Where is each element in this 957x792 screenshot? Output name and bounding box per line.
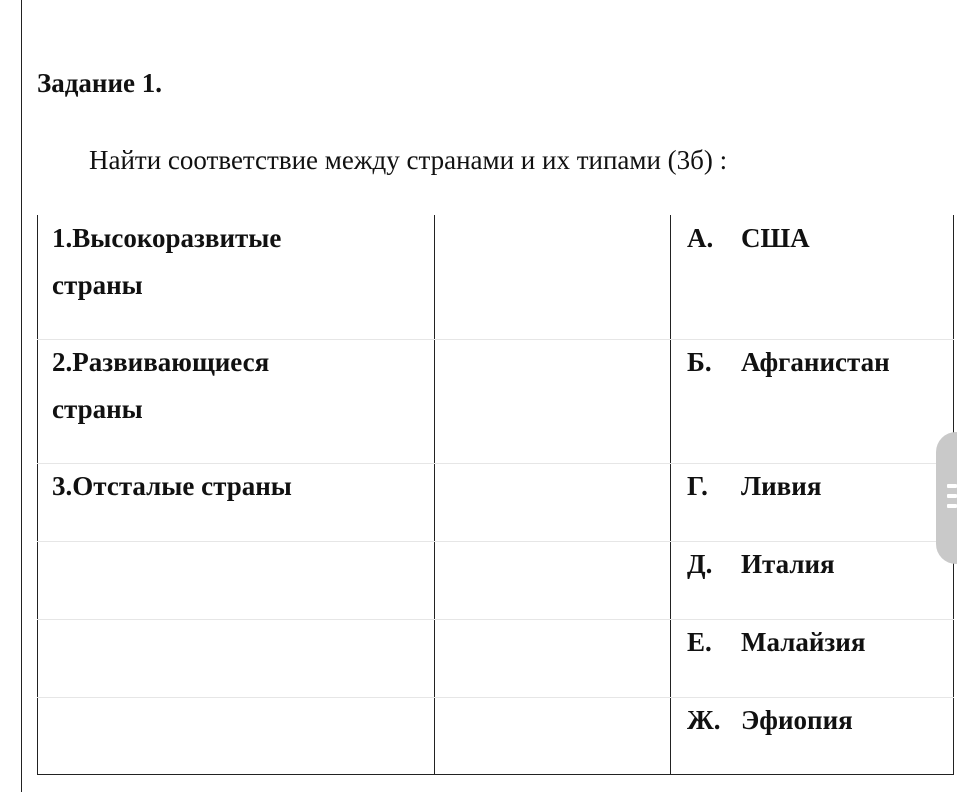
country-option-letter: Г.: [687, 471, 708, 501]
country-option-name: Афганистан: [741, 347, 890, 377]
task-instruction: Найти соответствие между странами и их типами (3б) :: [89, 145, 728, 175]
type-item-2-line1: 2.Развивающиеся: [52, 347, 270, 377]
country-option-a: [687, 215, 810, 262]
matching-table: [37, 215, 954, 775]
country-option-letter: Б.: [687, 347, 712, 377]
type-item-3-line1: 3.Отсталые страны: [52, 471, 292, 501]
country-option-name: Италия: [741, 549, 835, 579]
table-border-bottom: [37, 774, 954, 775]
type-item-3: [52, 463, 292, 510]
grip-icon: [947, 504, 957, 508]
type-item-2: [52, 339, 269, 433]
table-divider-2: [670, 215, 671, 775]
country-option-name: Малайзия: [741, 627, 866, 657]
page-left-border: [21, 0, 22, 792]
side-panel-handle[interactable]: [936, 432, 957, 564]
country-option-name: Эфиопия: [741, 705, 853, 735]
country-option-zh: [687, 697, 853, 744]
type-item-1: [52, 215, 281, 309]
table-border-left: [37, 215, 38, 775]
type-item-1-line2: страны: [52, 270, 143, 300]
country-option-letter: Е.: [687, 627, 712, 657]
grip-icon: [947, 494, 957, 498]
country-option-name: Ливия: [741, 471, 822, 501]
country-option-g: [687, 463, 821, 510]
country-option-letter: Д.: [687, 549, 713, 579]
grip-icon: [947, 484, 957, 488]
country-option-d: [687, 541, 835, 588]
country-option-e: [687, 619, 865, 666]
country-option-letter: Ж.: [687, 705, 721, 735]
country-option-name: США: [741, 223, 810, 253]
task-heading: Задание 1.: [37, 68, 163, 98]
type-item-2-line2: страны: [52, 394, 143, 424]
table-divider-1: [434, 215, 435, 775]
country-option-letter: А.: [687, 223, 714, 253]
country-option-b: [687, 339, 890, 386]
type-item-1-line1: 1.Высокоразвитые: [52, 223, 282, 253]
